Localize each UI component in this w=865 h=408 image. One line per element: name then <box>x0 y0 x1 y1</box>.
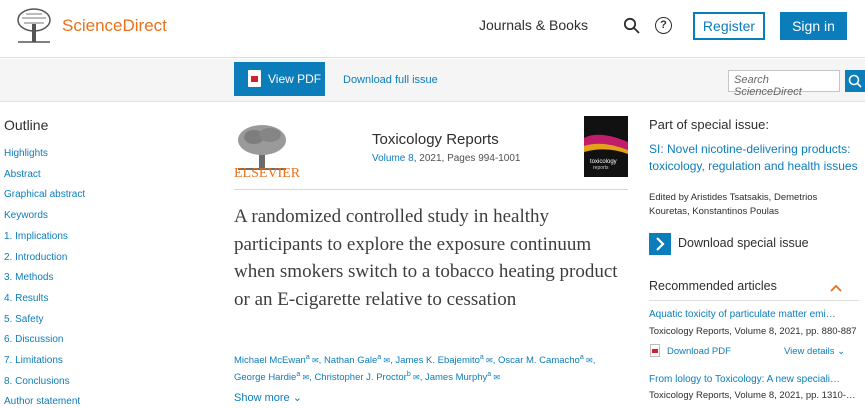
affiliation-marker[interactable]: a <box>377 354 382 361</box>
chevron-down-icon: ⌄ <box>837 346 846 357</box>
affiliation-marker[interactable]: b <box>406 371 411 379</box>
outline-item[interactable]: Abstract <box>4 168 41 180</box>
email-icon[interactable]: ✉ <box>583 356 593 366</box>
author-link[interactable]: Michael McEwan <box>234 355 306 367</box>
volume-pages: , 2021, Pages 994-1001 <box>413 153 521 164</box>
author-list: Michael McEwan$^a$ ✉, Nathan Gale$^a$ ✉, James K. Ebajemito$^a$ ✉, Oscar M. Camacho$^a$ ✉, George Hardie$^a$ ✉, Christopher J. Proctor$^b$ ✉, James Murphy$^a$ ✉ <box>234 354 596 384</box>
outline-heading: Outline <box>4 117 49 133</box>
author-link[interactable]: Oscar M. Camacho <box>498 355 580 367</box>
journals-books-link[interactable]: Journals & Books <box>479 17 588 33</box>
special-issue-heading: Part of special issue: <box>649 117 769 132</box>
svg-text:reports: reports <box>593 165 609 171</box>
view-pdf-button[interactable] <box>234 62 325 96</box>
author-link[interactable]: George Hardie <box>234 372 297 384</box>
outline-item[interactable]: 2. Introduction <box>4 251 68 263</box>
view-pdf-label: View PDF <box>268 72 322 86</box>
journal-title[interactable]: Toxicology Reports <box>372 131 499 148</box>
recommended-article-meta: Toxicology Reports, Volume 8, 2021, pp. 1310-… <box>649 390 856 401</box>
download-special-issue-link[interactable]: Download special issue <box>678 236 809 250</box>
search-icon[interactable] <box>623 17 641 35</box>
svg-text:toxicology: toxicology <box>590 159 617 165</box>
chevron-up-icon[interactable] <box>829 283 843 293</box>
download-pdf-link[interactable]: Download PDF <box>667 346 731 357</box>
email-icon[interactable]: ✉ <box>491 373 501 383</box>
recommended-article-meta: Toxicology Reports, Volume 8, 2021, pp. 880-887 <box>649 326 857 337</box>
volume-info <box>372 153 520 164</box>
email-icon[interactable]: ✉ <box>300 373 310 383</box>
help-icon[interactable]: ? <box>655 17 672 34</box>
view-details-label: View details <box>784 346 835 357</box>
recommended-heading: Recommended articles <box>649 279 777 293</box>
view-details-link[interactable] <box>784 346 845 357</box>
volume-link[interactable]: Volume 8 <box>372 153 414 164</box>
recommended-divider <box>649 300 859 301</box>
email-icon[interactable]: ✉ <box>381 356 391 366</box>
outline-item[interactable]: 4. Results <box>4 292 49 304</box>
outline-item[interactable]: 5. Safety <box>4 313 44 325</box>
elsevier-wordmark: ELSEVIER <box>234 166 301 181</box>
recommended-article-link[interactable]: From lology to Toxicology: A new speciali… <box>649 374 841 385</box>
outline-item[interactable]: 3. Methods <box>4 272 54 284</box>
outline-item[interactable]: Graphical abstract <box>4 189 86 201</box>
author-link[interactable]: Christopher J. Proctor <box>314 372 407 384</box>
author-link[interactable]: James K. Ebajemito <box>395 355 480 367</box>
special-issue-link[interactable]: SI: Novel nicotine-delivering products: toxicology, regulation and health issues <box>649 142 858 173</box>
outline-item[interactable]: Highlights <box>4 148 48 159</box>
elsevier-tree-logo-icon[interactable] <box>14 8 54 44</box>
email-icon[interactable]: ✉ <box>483 356 493 366</box>
search-submit-icon[interactable] <box>845 70 865 92</box>
show-more-label: Show more <box>234 392 290 404</box>
chevron-down-icon: ⌄ <box>292 392 302 404</box>
outline-item[interactable]: Keywords <box>4 210 48 222</box>
show-more-button[interactable] <box>234 391 302 404</box>
email-icon[interactable]: ✉ <box>410 373 420 383</box>
affiliation-marker[interactable]: a <box>487 371 492 379</box>
pdf-icon <box>650 344 660 357</box>
outline-item[interactable]: 1. Implications <box>4 230 68 242</box>
special-issue-editors: Edited by Aristides Tsatsakis, Demetrios Kouretas, Konstantinos Poulas <box>649 192 818 217</box>
email-icon[interactable]: ✉ <box>309 356 319 366</box>
author-link[interactable]: James Murphy <box>424 372 488 384</box>
journal-cover-image[interactable] <box>584 116 628 177</box>
affiliation-marker[interactable]: a <box>479 354 484 361</box>
outline-item[interactable]: 6. Discussion <box>4 334 64 346</box>
outline-item[interactable]: 8. Conclusions <box>4 375 70 387</box>
header-divider <box>234 189 628 190</box>
search-input[interactable]: Search ScienceDirect <box>728 70 840 92</box>
recommended-article-link[interactable]: Aquatic toxicity of particulate matter emi… <box>649 309 836 320</box>
affiliation-marker[interactable]: a <box>579 354 584 361</box>
chevron-right-icon[interactable] <box>649 233 671 255</box>
sign-in-button[interactable]: Sign in <box>780 12 847 40</box>
author-link[interactable]: Nathan Gale <box>323 355 378 367</box>
register-button[interactable]: Register <box>693 12 765 40</box>
affiliation-marker[interactable]: a <box>296 371 301 379</box>
brand-name[interactable]: ScienceDirect <box>62 16 167 35</box>
pdf-icon <box>248 70 261 87</box>
outline-item[interactable]: Author statement <box>4 396 81 408</box>
article-title: A randomized controlled study in healthy participants to explore the exposure continuum when smokers switch to a tobacco heating product or an E-cigarette relative to cessation <box>234 206 618 310</box>
affiliation-marker[interactable]: a <box>305 354 310 361</box>
download-full-issue-link[interactable]: Download full issue <box>343 74 438 86</box>
outline-item[interactable]: 7. Limitations <box>4 355 63 366</box>
